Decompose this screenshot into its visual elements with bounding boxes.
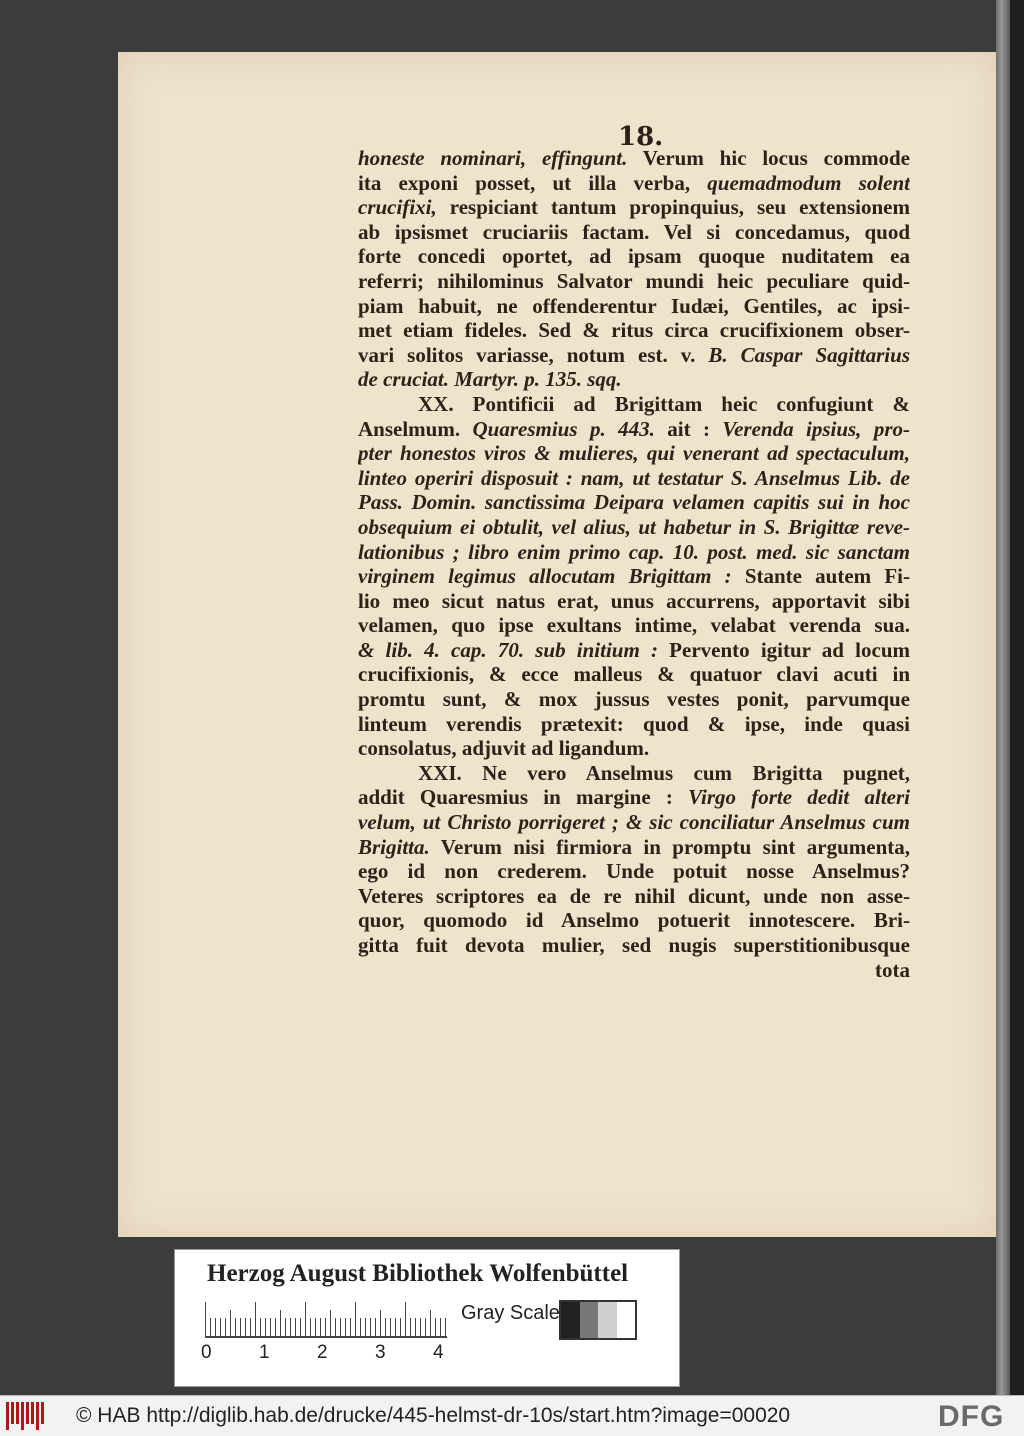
dfg-logo: DFG: [938, 1400, 1005, 1433]
page-edge: [996, 0, 1010, 1395]
text-line: [358, 294, 910, 319]
ruler-tick: [445, 1318, 446, 1336]
hab-logo-icon: [6, 1402, 46, 1430]
ruler-tick: [290, 1318, 291, 1336]
text-line: [358, 712, 910, 737]
ruler-tick: [315, 1318, 316, 1336]
text-segment: respiciant tantum propinquius, seu extensionem: [436, 195, 910, 220]
text-line: [358, 490, 910, 515]
ruler-tick: [280, 1310, 281, 1336]
ruler-tick: [210, 1318, 211, 1336]
ruler-number: 4: [433, 1342, 444, 1363]
italic-text: B. Caspar Sagittarius: [708, 342, 910, 367]
text-segment: piam habuit, ne offenderentur Iudæi, Gentiles, ac ipsi-: [358, 293, 910, 318]
ruler-tick: [320, 1318, 321, 1336]
ruler-tick: [295, 1318, 296, 1336]
text-line: [358, 318, 910, 343]
ruler-tick: [245, 1318, 246, 1336]
ruler-tick: [230, 1310, 231, 1336]
calibration-card: [174, 1249, 680, 1387]
text-segment: vari solitos variasse, notum est. v.: [358, 342, 709, 367]
text-line: [358, 638, 910, 663]
text-line: [358, 687, 910, 712]
text-segment: velamen, quo ipse exultans intime, velabat verenda sua.: [358, 613, 910, 638]
text-segment: ego id non crederem. Unde potuit nosse Anselmus?: [358, 859, 910, 884]
ruler-tick: [220, 1318, 221, 1336]
ruler-tick: [355, 1302, 356, 1336]
text-segment: crucifixionis, & ecce malleus & quatuor clavi acuti in: [358, 662, 910, 687]
text-line: [358, 146, 910, 171]
gray-swatch: [617, 1302, 636, 1338]
ruler-number: 0: [201, 1342, 212, 1363]
gray-swatch: [580, 1302, 599, 1338]
text-line: [358, 589, 910, 614]
text-line: [358, 785, 910, 810]
ruler-tick: [305, 1302, 306, 1336]
footer-bar: [0, 1395, 1024, 1436]
text-line: [358, 441, 910, 466]
ruler-tick: [300, 1318, 301, 1336]
ruler-number: 1: [259, 1342, 270, 1363]
text-segment: Stante autem Fi-: [731, 564, 910, 589]
gray-scale-label: Gray Scale: [461, 1302, 560, 1324]
ruler-tick: [285, 1318, 286, 1336]
italic-text: pter honestos viros & mulieres, qui venerant ad spectaculum,: [358, 441, 910, 466]
text-segment: consolatus, adjuvit ad ligandum.: [358, 736, 650, 761]
barcode-stripe: [21, 1402, 24, 1430]
ruler-tick: [420, 1318, 421, 1336]
text-line: [358, 269, 910, 294]
text-line: [358, 392, 910, 417]
ruler-tick: [250, 1318, 251, 1336]
ruler-tick: [435, 1318, 436, 1336]
text-line: [358, 564, 910, 589]
page-text: [358, 146, 910, 982]
italic-text: lationibus ; libro enim primo cap. 10. post. med. sic sanctam: [358, 539, 910, 564]
ruler-tick: [310, 1318, 311, 1336]
scale-ruler: [205, 1302, 445, 1336]
text-line: [358, 343, 910, 368]
copyright-url[interactable]: © HAB http://diglib.hab.de/drucke/445-helmst-dr-10s/start.htm?image=00020: [76, 1404, 791, 1427]
ruler-tick: [350, 1318, 351, 1336]
text-line: [358, 171, 910, 196]
ruler-tick: [225, 1318, 226, 1336]
barcode-stripe: [41, 1402, 44, 1424]
ruler-tick: [365, 1318, 366, 1336]
text-line: [358, 835, 910, 860]
text-segment: Veteres scriptores ea de re nihil dicunt, unde non asse-: [358, 883, 910, 908]
italic-text: linteo operiri disposuit : nam, ut testatur S. Anselmus Lib. de: [358, 465, 910, 490]
text-segment: referri; nihilominus Salvator mundi heic peculiare quid-: [358, 268, 910, 293]
ruler-tick: [325, 1318, 326, 1336]
gray-swatch: [561, 1302, 580, 1338]
ruler-tick: [405, 1302, 406, 1336]
scan-border: [1010, 0, 1024, 1395]
italic-text: quemadmodum solent: [707, 170, 910, 195]
text-line: [358, 908, 910, 933]
text-line: [358, 662, 910, 687]
italic-text: Brigitta.: [358, 834, 430, 859]
text-segment: Anselmum.: [358, 416, 473, 441]
italic-text: crucifixi,: [358, 195, 437, 220]
text-segment: Pervento igitur ad locum: [658, 637, 910, 662]
text-line: [358, 417, 910, 442]
italic-text: Pass. Domin. sanctissima Deipara velamen capitis sui in hoc: [358, 490, 910, 515]
ruler-tick: [425, 1318, 426, 1336]
italic-text: de cruciat. Martyr. p. 135. sqq.: [358, 367, 622, 392]
ruler-tick: [390, 1318, 391, 1336]
barcode-stripe: [31, 1402, 34, 1424]
ruler-tick: [395, 1318, 396, 1336]
text-line: [358, 761, 910, 786]
text-segment: tota: [875, 957, 910, 982]
text-segment: XXI. Ne vero Anselmus cum Brigitta pugnet,: [418, 760, 910, 785]
ruler-tick: [410, 1318, 411, 1336]
text-line: [358, 220, 910, 245]
text-line: [358, 515, 910, 540]
barcode-stripe: [36, 1402, 39, 1430]
ruler-tick: [340, 1318, 341, 1336]
card-title: Herzog August Bibliothek Wolfenbüttel: [207, 1260, 629, 1287]
text-segment: ita exponi posset, ut illa verba,: [358, 170, 708, 195]
ruler-tick: [380, 1310, 381, 1336]
text-segment: ab ipsismet cruciariis factam. Vel si concedamus, quod: [358, 219, 910, 244]
text-line: [358, 810, 910, 835]
text-line: [358, 884, 910, 909]
ruler-tick: [215, 1318, 216, 1336]
italic-text: & lib. 4. cap. 70. sub initium :: [358, 637, 658, 662]
ruler-tick: [255, 1302, 256, 1336]
ruler-tick: [385, 1318, 386, 1336]
ruler-tick: [260, 1318, 261, 1336]
text-line: [358, 613, 910, 638]
text-segment: met etiam fideles. Sed & ritus circa crucifixionem obser-: [358, 318, 910, 343]
barcode-stripe: [6, 1402, 9, 1430]
text-segment: forte concedi oportet, ad ipsam quoque nuditatem ea: [358, 244, 910, 269]
italic-text: velum, ut Christo porrigeret ; & sic conciliatur Anselmus cum: [358, 810, 910, 835]
text-segment: XX. Pontificii ad Brigittam heic confugiunt &: [418, 391, 910, 416]
text-segment: gitta fuit devota mulier, sed nugis superstitionibusque: [358, 933, 910, 957]
text-line: [358, 736, 910, 761]
text-segment: Verum nisi firmiora in promptu sint argumenta,: [429, 834, 910, 859]
ruler-tick: [240, 1318, 241, 1336]
text-line: [358, 195, 910, 220]
barcode-stripe: [11, 1402, 14, 1424]
ruler-tick: [375, 1318, 376, 1336]
ruler-tick: [440, 1318, 441, 1336]
ruler-tick: [275, 1318, 276, 1336]
ruler-tick: [360, 1318, 361, 1336]
ruler-tick: [430, 1310, 431, 1336]
text-line: [358, 958, 910, 983]
text-segment: linteum verendis prætexit: quod & ipse, inde quasi: [358, 711, 910, 736]
ruler-tick: [265, 1318, 266, 1336]
ruler-tick: [235, 1318, 236, 1336]
text-line: [358, 367, 910, 392]
italic-text: Virgo forte dedit alteri: [688, 785, 910, 810]
text-line: [358, 466, 910, 491]
italic-text: virginem legimus allocutam Brigittam :: [358, 564, 732, 589]
italic-text: Quaresmius p. 443.: [472, 416, 655, 441]
text-segment: addit Quaresmius in margine :: [358, 785, 689, 810]
ruler-tick: [335, 1318, 336, 1336]
text-line: [358, 540, 910, 565]
ruler-number: 3: [375, 1342, 386, 1363]
ruler-tick: [400, 1318, 401, 1336]
ruler-tick: [270, 1318, 271, 1336]
text-line: [358, 933, 910, 958]
text-segment: quor, quomodo id Anselmo potuerit innotescere. Bri-: [358, 908, 910, 933]
ruler-tick: [205, 1302, 206, 1336]
barcode-stripe: [16, 1402, 19, 1424]
ruler-tick: [345, 1318, 346, 1336]
ruler-tick: [330, 1310, 331, 1336]
text-line: [358, 859, 910, 884]
italic-text: honeste nominari, effingunt.: [358, 146, 628, 170]
ruler-tick: [415, 1318, 416, 1336]
gray-scale-swatches: [559, 1300, 637, 1340]
text-segment: ait :: [654, 416, 723, 441]
barcode-stripe: [26, 1402, 29, 1424]
text-segment: promtu sunt, & mox jussus vestes ponit, parvumque: [358, 687, 910, 712]
ruler-number: 2: [317, 1342, 328, 1363]
ruler-baseline: [205, 1336, 447, 1338]
page-number: 18.: [618, 122, 664, 152]
text-segment: lio meo sicut natus erat, unus accurrens, apportavit sibi: [358, 588, 910, 613]
italic-text: Verenda ipsius, pro-: [722, 416, 910, 441]
text-line: [358, 244, 910, 269]
text-segment: Verum hic locus commode: [627, 146, 910, 170]
italic-text: obsequium ei obtulit, vel alius, ut habetur in S. Brigittæ reve-: [358, 514, 910, 539]
gray-swatch: [598, 1302, 617, 1338]
ruler-tick: [370, 1318, 371, 1336]
